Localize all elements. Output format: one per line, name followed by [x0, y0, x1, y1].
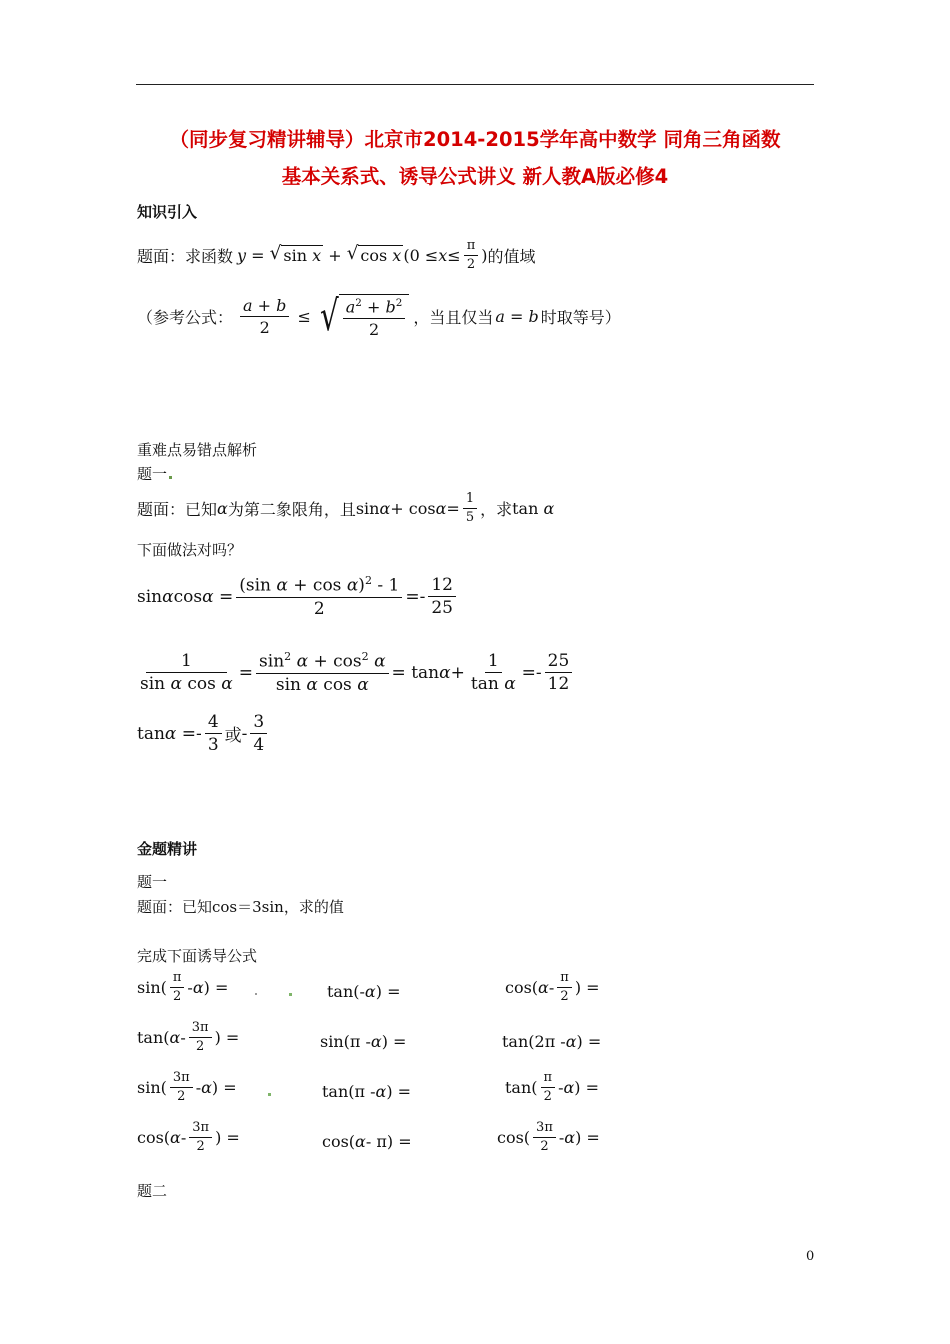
prompt-tail: 的值域: [487, 246, 536, 266]
reference-formula: [137, 291, 621, 341]
step-1-formula: sin α cos α = $\frac{(\sin \alpha + \cos \alpha)^2 - 1}{2}$ =- $\frac{12}{25}$: [137, 574, 459, 619]
or-word: 或: [224, 726, 242, 747]
page-number: 0: [806, 1249, 815, 1264]
question-label-3: 题二: [137, 1182, 168, 1200]
heading-knowledge-intro: 知识引入: [137, 203, 198, 221]
formula-tan-pi-minus-alpha: tan(π - α ) =: [322, 1082, 412, 1101]
step-2-formula: $\frac{1}{\text{sin α cos α}}$ = $\frac{\sin^2 \alpha + \cos^2 \alpha}{\text{sin α cos α}}$ = tan α + $\frac{1}{\text{tan α}}$ =- $\frac{25}{12}$: [137, 650, 575, 695]
formula-mean-inequality: $\frac{a + b}{2}$ ≤ √ $\frac{a^2 + b^2}{2}$: [237, 294, 409, 339]
formula-cos-alpha-minus-3pi-half: cos( α - $\frac{3\pi}{2}$ ) =: [137, 1120, 240, 1154]
prompt-mid2: ，求: [480, 499, 513, 519]
formula-tan-neg-alpha: tan(- α ) =: [327, 982, 401, 1001]
alpha-symbol: α: [217, 498, 228, 518]
formula-cos-alpha-minus-pi: cos( α - π) =: [322, 1132, 412, 1151]
problem-tan-alpha: [137, 491, 554, 525]
formula-tan-pi-half-minus-alpha: tan( $\frac{\pi}{2}$ - α ) =: [505, 1070, 600, 1104]
question-correct: 下面做法对吗？: [137, 541, 243, 559]
title-line-2: 基本关系式、诱导公式讲义 新人教A版必修4: [281, 165, 669, 188]
ref-label: （参考公式：: [137, 307, 234, 327]
green-dot-marker: [169, 476, 172, 479]
formula-function: y = √ sin x + √ cos x (0 ≤ x ≤ $\frac{\pi}{2}$ ): [237, 238, 488, 272]
formula-sin-pi-minus-alpha: sin(π - α ) =: [320, 1032, 407, 1051]
problem-function-range: [137, 238, 536, 272]
step-3-formula: tan α =- $\frac{4}{3}$ 或 - $\frac{3}{4}$: [137, 712, 270, 756]
heading-difficult-points: 重难点易错点解析: [137, 441, 258, 459]
formula-tan-alpha: tan α: [512, 498, 555, 518]
formula-sin-3pi-half-minus-alpha: sin( $\frac{3\pi}{2}$ - α ) =: [137, 1070, 237, 1104]
stray-green-dot: [289, 993, 292, 996]
formula-sin-pi-half-minus-alpha: sin( $\frac{\pi}{2}$ - α ) =: [137, 970, 229, 1004]
heading-golden-problems: 金题精讲: [137, 840, 198, 858]
problem-cos-3sin: 题面：已知cos＝3sin，求的值: [137, 898, 344, 916]
stray-green-dot: [268, 1093, 271, 1096]
formula-cos-3pi-half-minus-alpha: cos( $\frac{3\pi}{2}$ - α ) =: [497, 1120, 600, 1154]
prompt-label: 题面：已知: [137, 499, 218, 519]
task-induction-formulas: 完成下面诱导公式: [137, 947, 258, 965]
formula-tan-alpha-minus-3pi-half: tan( α - $\frac{3\pi}{2}$ ) =: [137, 1020, 240, 1054]
formula-tan-2pi-minus-alpha: tan(2π - α ) =: [502, 1032, 602, 1051]
formula-sin-plus-cos: sin α + cos α = $\frac{1}{5}$: [356, 491, 480, 525]
question-label-1: [137, 463, 172, 484]
header-rule: [136, 84, 814, 85]
prompt-mid1: 为第二象限角，且: [227, 499, 356, 519]
stray-dot: [255, 993, 257, 995]
question-label-2: 题一: [137, 873, 168, 891]
formula-equality: a = b: [495, 306, 539, 326]
formula-cos-alpha-minus-pi-half: cos( α - $\frac{\pi}{2}$ ) =: [505, 970, 600, 1004]
ref-tail: 时取等号）: [540, 307, 621, 327]
ref-mid: ，当且仅当: [413, 307, 494, 327]
title-line-1: （同步复习精讲辅导）北京市2014-2015学年高中数学 同角三角函数: [169, 128, 781, 151]
prompt-label: 题面：求函数: [137, 246, 234, 266]
q-label-text: 题一: [137, 465, 168, 483]
